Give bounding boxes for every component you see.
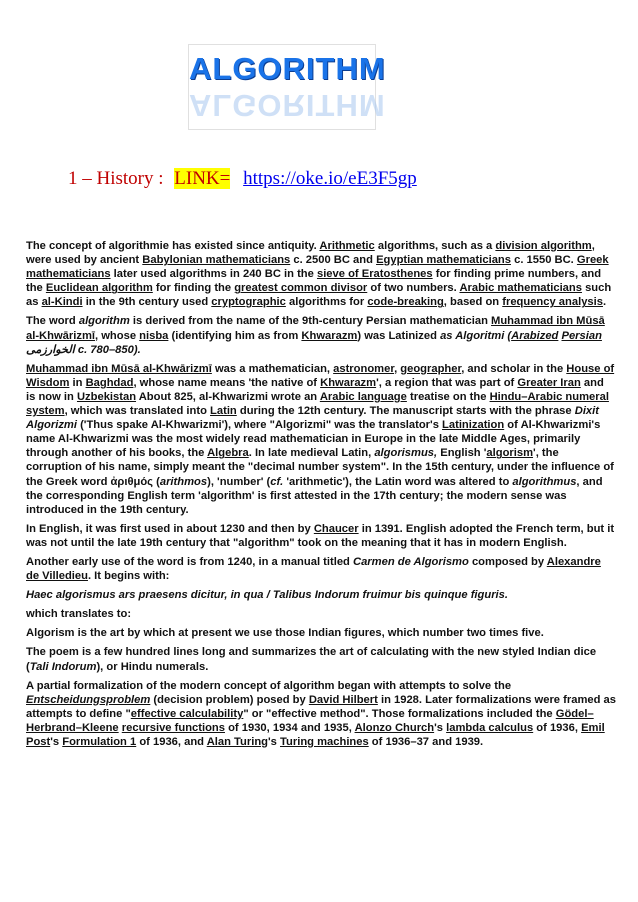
text-run: In English, it was first used in about 1230 and then by: [26, 522, 314, 535]
text-run: of Al-Khwarizmi's name Al-Khwarizmi was the most widely read mathematician in Europe in the late Middle Ages, primarily through another of his books, the: [26, 419, 601, 460]
text-run: Tali Indorum: [29, 660, 97, 673]
hyperlink[interactable]: Greater Iran: [517, 376, 581, 389]
text-run: , were used by ancient: [26, 240, 595, 267]
text-run: which translates to:: [26, 608, 132, 621]
text-run: of two numbers.: [367, 282, 460, 295]
hyperlink[interactable]: frequency analysis: [502, 296, 603, 309]
hyperlink[interactable]: Egyptian mathematicians: [376, 254, 511, 267]
text-run: is derived from the name of the 9th-century Persian mathematician: [129, 315, 492, 328]
text-run: during the 12th century. The manuscript starts with the phrase: [236, 405, 575, 418]
text-run: algorithmus: [512, 475, 577, 488]
text-run: algorismus,: [374, 447, 438, 460]
paragraph: [26, 679, 616, 749]
text-run: " or "effective method". Those formalizations included the: [243, 707, 556, 720]
hyperlink[interactable]: Greek mathematicians: [26, 254, 609, 281]
hyperlink[interactable]: Formulation 1: [62, 736, 137, 748]
link-label: LINK=: [174, 168, 231, 189]
text-run: الخوارزمی c. 780–850).: [26, 343, 141, 356]
hyperlink[interactable]: David Hilbert: [308, 693, 378, 706]
paragraph: [26, 239, 616, 309]
text-run: 's: [50, 736, 63, 748]
text-run: Another early use of the word is from 1240, in a manual titled: [26, 555, 353, 568]
history-link[interactable]: https://oke.io/eE3F5gp: [243, 168, 417, 189]
paragraph: [26, 626, 616, 640]
hyperlink[interactable]: Khwarazm: [320, 376, 377, 389]
text-run: algorithm: [78, 315, 130, 328]
text-run: c. 1550 BC.: [510, 254, 577, 267]
hyperlink[interactable]: Khwarazm: [301, 329, 358, 342]
text-run: was a mathematician,: [211, 362, 334, 375]
text-run: c. 2500 BC and: [290, 254, 377, 267]
text-run: , based on: [443, 296, 503, 309]
text-run: such as: [26, 282, 612, 309]
hyperlink[interactable]: Baghdad: [85, 376, 134, 389]
hyperlink[interactable]: al-Kindi: [41, 296, 83, 309]
paragraph: [26, 314, 616, 356]
text-run: cf.: [270, 475, 284, 488]
text-run: , which was translated into: [64, 405, 211, 418]
paragraph: [26, 362, 616, 517]
hyperlink[interactable]: geographer: [400, 362, 462, 375]
hyperlink[interactable]: Entscheidungsproblem: [26, 693, 151, 706]
hyperlink[interactable]: Alonzo Church: [354, 721, 435, 734]
hyperlink[interactable]: Euclidean algorithm: [45, 282, 153, 295]
hyperlink[interactable]: code-breaking: [367, 296, 444, 309]
history-label: 1 – History :: [68, 168, 164, 189]
hyperlink[interactable]: Muhammad ibn Mūsā al-Khwārizmī: [26, 362, 212, 375]
paragraph: [26, 555, 616, 583]
banner-reflection: ALGORITHM: [189, 88, 386, 123]
text-run: About 825, al-Khwarizmi wrote an: [136, 390, 320, 403]
hyperlink[interactable]: Alan Turing: [206, 736, 269, 748]
hyperlink[interactable]: Arithmetic: [319, 240, 375, 252]
hyperlink[interactable]: Persian: [561, 329, 602, 342]
banner-title: ALGORITHM: [189, 51, 386, 86]
text-run: and is now in: [26, 376, 604, 403]
hyperlink[interactable]: Gödel–Herbrand–Kleene: [26, 707, 594, 734]
text-run: Haec algorismus ars praesens dicitur, in qua / Talibus Indorum fruimur bis quinque figuris.: [26, 589, 508, 602]
text-run: .: [602, 296, 607, 309]
text-run: Carmen de Algorismo: [353, 555, 469, 568]
text-run: in 1928. Later formalizations were framed as attempts to define ": [26, 693, 616, 720]
text-run: ) was Latinized: [357, 329, 441, 342]
text-run: 'arithmetic'), the Latin word was altered to: [283, 475, 513, 488]
text-run: , whose: [95, 329, 140, 342]
hyperlink[interactable]: cryptographic: [211, 296, 286, 309]
text-run: algorithms, such as a: [374, 240, 496, 252]
hyperlink[interactable]: Algebra: [207, 447, 249, 460]
hyperlink[interactable]: Babylonian mathematicians: [142, 254, 291, 267]
hyperlink[interactable]: Arabic language: [319, 390, 407, 403]
hyperlink[interactable]: nisba: [139, 329, 169, 342]
text-run: ('Thus spake Al-Khwarizmi'), where "Algorizmi" was the translator's: [76, 419, 443, 432]
text-run: 's: [434, 721, 447, 734]
hyperlink[interactable]: Uzbekistan: [76, 390, 137, 403]
text-run: , and scholar in the: [461, 362, 567, 375]
text-run: in 1391. English adopted the French term, but it was not until the late 19th century that "algorithm" took on the meaning that it has in modern English.: [26, 522, 615, 549]
text-run: The word: [26, 315, 79, 328]
text-run: in the 9th century used: [82, 296, 212, 309]
paragraph: [26, 522, 616, 550]
text-run: ', the corruption of his name, simply meant the "decimal number system". In the 15th century, under the influence of the Greek word ἀριθμός (: [26, 447, 614, 488]
text-run: ,: [394, 362, 401, 375]
history-heading: [68, 168, 417, 190]
hyperlink[interactable]: Arabized: [511, 329, 559, 342]
text-run: 's: [268, 736, 281, 748]
hyperlink[interactable]: algorism: [486, 447, 534, 460]
text-run: of 1930, 1934 and 1935,: [224, 721, 355, 734]
text-run: algorithms for: [285, 296, 368, 309]
hyperlink[interactable]: astronomer: [333, 362, 395, 375]
hyperlink[interactable]: House of Wisdom: [26, 362, 615, 389]
text-run: The poem is a few hundred lines long and summarizes the art of calculating with the new styled Indian dice (: [26, 646, 597, 673]
text-run: of 1936,: [533, 721, 582, 734]
hyperlink[interactable]: Alexandre de Villedieu: [26, 555, 601, 583]
text-run: The concept of algorithmie has existed since antiquity.: [26, 240, 320, 252]
paragraph: [26, 588, 616, 602]
text-run: treatise on the: [406, 390, 490, 403]
article-body: [26, 239, 616, 754]
text-run: ), 'number' (: [207, 475, 271, 488]
text-run: ), or Hindu numerals.: [96, 660, 209, 673]
hyperlink[interactable]: Chaucer: [313, 522, 359, 535]
text-run: Algorism is the art by which at present we use those Indian figures, which number two times five.: [26, 627, 544, 640]
hyperlink[interactable]: recursive functions: [121, 721, 225, 734]
hyperlink[interactable]: Arabic mathematicians: [459, 282, 582, 295]
paragraph: [26, 607, 616, 621]
text-run: later used algorithms in 240 BC in the: [110, 268, 317, 281]
hyperlink[interactable]: Latin: [210, 405, 237, 418]
text-run: A partial formalization of the modern concept of algorithm began with attempts to solve the: [26, 679, 512, 692]
text-run: of 1936–37 and 1939.: [368, 736, 484, 748]
text-run: as Algoritmi (: [440, 329, 512, 342]
text-run: (decision problem) posed by: [150, 693, 309, 706]
text-run: . It begins with:: [87, 570, 170, 583]
hyperlink[interactable]: Turing machines: [280, 736, 369, 748]
hyperlink[interactable]: effective calculability: [130, 707, 244, 720]
text-run: , and the corresponding English term 'algorithm' is first attested in the 17th century; the modern sense was introduced in the 19th century.: [26, 475, 603, 516]
text-run: composed by: [468, 555, 547, 568]
text-run: ', a region that was part of: [376, 376, 518, 389]
text-run: (identifying him as from: [168, 329, 302, 342]
hyperlink[interactable]: division algorithm: [495, 240, 592, 252]
text-run: arithmos: [159, 475, 208, 488]
text-run: English ': [437, 447, 487, 460]
hyperlink[interactable]: Emil Post: [26, 721, 605, 748]
text-run: Dixit Algorizmi: [26, 405, 599, 432]
text-run: . In late medieval Latin,: [248, 447, 375, 460]
text-run: for finding prime numbers, and the: [26, 268, 602, 295]
hyperlink[interactable]: sieve of Eratosthenes: [316, 268, 433, 281]
hyperlink[interactable]: Latinization: [442, 419, 505, 432]
hyperlink[interactable]: Muhammad ibn Mūsā al-Khwārizmī: [26, 315, 605, 342]
text-run: of 1936, and: [136, 736, 207, 748]
hyperlink[interactable]: greatest common divisor: [234, 282, 368, 295]
text-run: in: [69, 376, 86, 389]
text-run: for finding the: [152, 282, 235, 295]
algorithm-banner-logo: [188, 44, 386, 130]
paragraph: [26, 645, 616, 673]
text-run: , whose name means 'the native of: [133, 376, 321, 389]
hyperlink[interactable]: lambda calculus: [446, 721, 534, 734]
hyperlink[interactable]: Hindu–Arabic numeral system: [26, 390, 609, 418]
